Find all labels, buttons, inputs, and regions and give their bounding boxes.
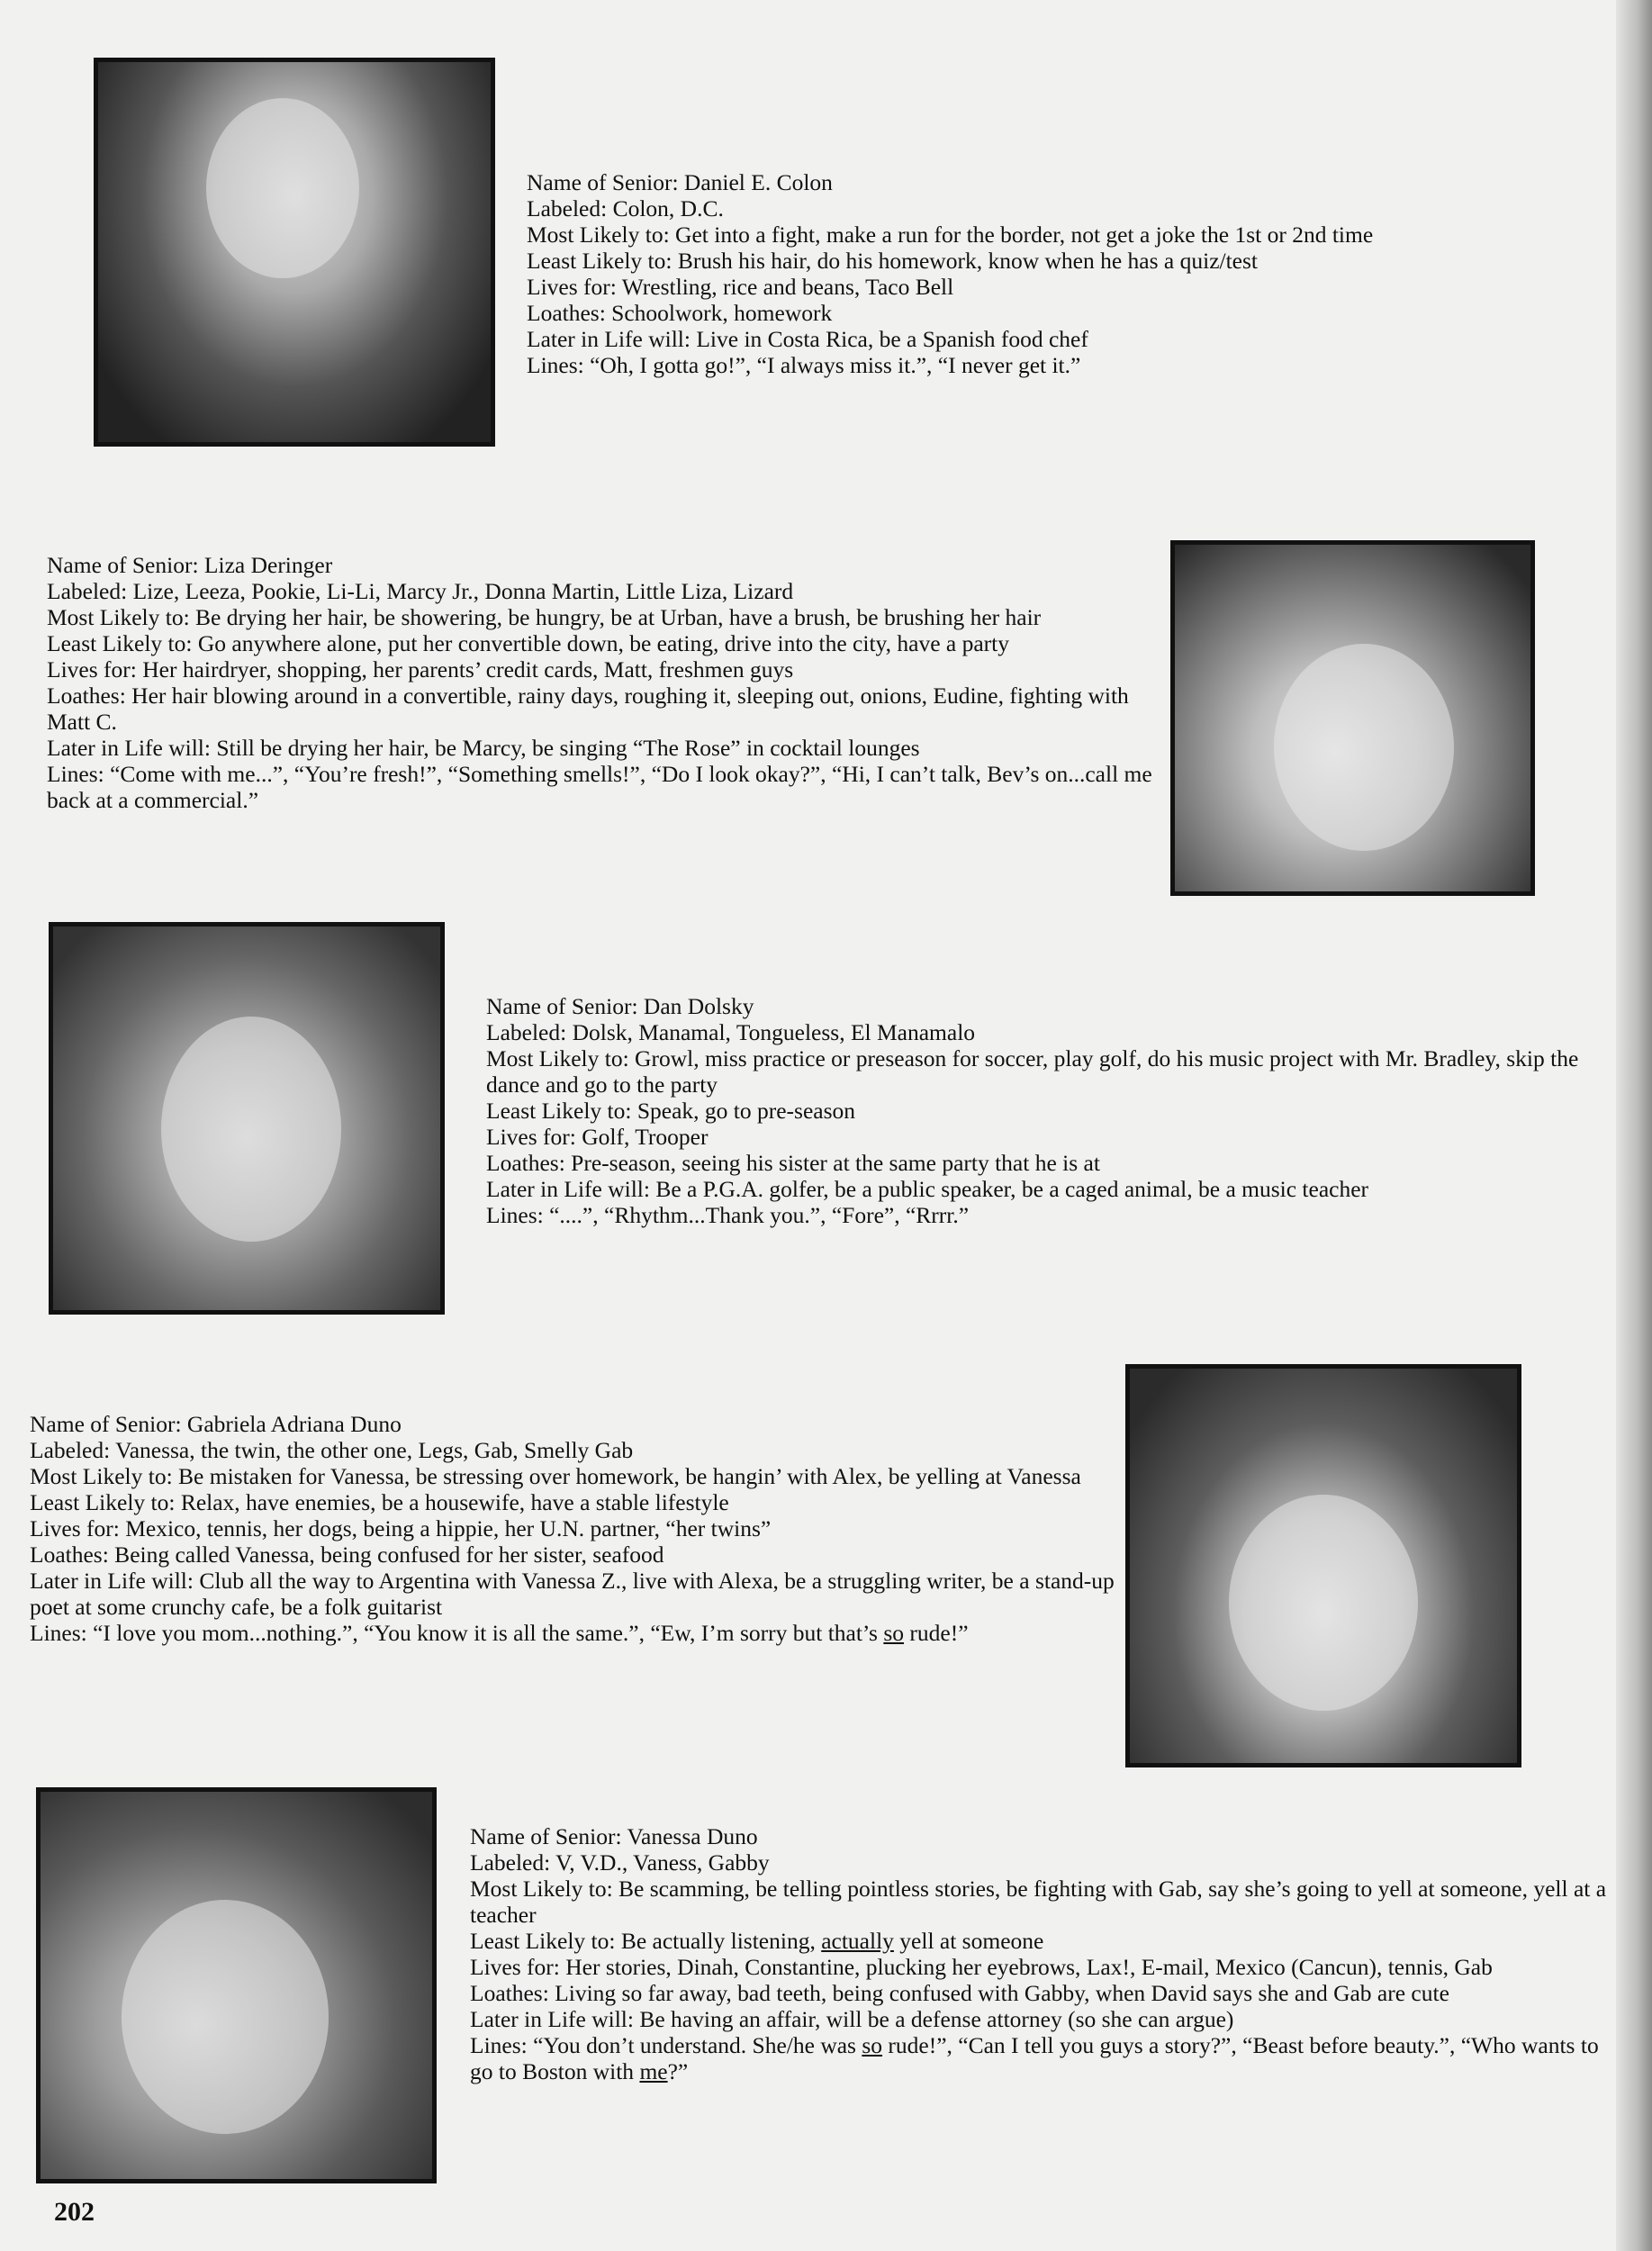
- underlined-word: actually: [821, 1928, 894, 1954]
- lines-text-end: rude!”: [904, 1620, 969, 1646]
- lines: [30, 1620, 1124, 1646]
- later-in-life: Later in Life will: Be having an affair, will be a defense attorney (so she can argue): [470, 2006, 1234, 2032]
- loathes: Loathes: Pre-season, seeing his sister at the same party that he is at: [486, 1150, 1100, 1176]
- senior-name: Name of Senior: Dan Dolsky: [486, 993, 754, 1019]
- least-likely: Least Likely to: Brush his hair, do his homework, know when he has a quiz/test: [527, 248, 1259, 274]
- senior-entry-colon: [527, 169, 1562, 378]
- baby-photo-colon: [94, 58, 495, 447]
- loathes: Loathes: Living so far away, bad teeth, being confused with Gabby, when David says she and Gab are cute: [470, 1980, 1449, 2006]
- later-in-life: Later in Life will: Live in Costa Rica, be a Spanish food chef: [527, 326, 1088, 352]
- lives-for: Lives for: Golf, Trooper: [486, 1124, 709, 1150]
- loathes: Loathes: Schoolwork, homework: [527, 300, 833, 326]
- later-in-life: Later in Life will: Still be drying her hair, be Marcy, be singing “The Rose” in cocktail lounges: [47, 735, 920, 761]
- senior-entry-deringer: [47, 552, 1163, 813]
- baby-face: [122, 1900, 329, 2134]
- baby-face: [161, 1017, 341, 1242]
- lines: [470, 2032, 1613, 2084]
- page-edge-shadow: [1616, 0, 1652, 2251]
- labeled: Labeled: Vanessa, the twin, the other one, Legs, Gab, Smelly Gab: [30, 1437, 634, 1463]
- lives-for: Lives for: Wrestling, rice and beans, Taco Bell: [527, 274, 954, 300]
- page-number: 202: [54, 2197, 95, 2227]
- labeled: Labeled: Dolsk, Manamal, Tongueless, El Manamalo: [486, 1019, 976, 1045]
- baby-photo-g-duno: [1125, 1364, 1521, 1767]
- lines-text-end: ?”: [667, 2058, 689, 2084]
- most-likely: Most Likely to: Be mistaken for Vanessa, be stressing over homework, be hangin’ with Alex, be yelling at Vanessa: [30, 1463, 1081, 1489]
- lines: Lines: “....”, “Rhythm...Thank you.”, “Fore”, “Rrrr.”: [486, 1202, 970, 1228]
- senior-name: Name of Senior: Vanessa Duno: [470, 1823, 758, 1849]
- baby-face: [1274, 644, 1454, 851]
- least-likely: [470, 1928, 1613, 1954]
- lines-text: Lines: “You don’t understand. She/he was: [470, 2032, 862, 2058]
- labeled: Labeled: Colon, D.C.: [527, 195, 724, 221]
- most-likely: Most Likely to: Be drying her hair, be showering, be hungry, be at Urban, have a brush, be brushing her hair: [47, 604, 1042, 630]
- most-likely: Most Likely to: Be scamming, be telling pointless stories, be fighting with Gab, say she’s going to yell at someone, yell at a teacher: [470, 1876, 1607, 1928]
- least-likely: Least Likely to: Relax, have enemies, be a housewife, have a stable lifestyle: [30, 1489, 729, 1515]
- baby-face: [206, 98, 359, 278]
- lives-for: Lives for: Mexico, tennis, her dogs, being a hippie, her U.N. partner, “her twins”: [30, 1515, 772, 1541]
- least-likely: Least Likely to: Go anywhere alone, put her convertible down, be eating, drive into the city, have a party: [47, 630, 1009, 656]
- loathes: Loathes: Her hair blowing around in a convertible, rainy days, roughing it, sleeping out, onions, Eudine, fighting with Matt C.: [47, 683, 1129, 735]
- most-likely: Most Likely to: Get into a fight, make a run for the border, not get a joke the 1st or 2nd time: [527, 221, 1374, 248]
- senior-entry-v-duno: [470, 1823, 1613, 2084]
- least-text-end: yell at someone: [893, 1928, 1044, 1954]
- lines-text: Lines: “I love you mom...nothing.”, “You know it is all the same.”, “Ew, I’m sorry but that’s: [30, 1620, 884, 1646]
- underlined-word: so: [883, 1620, 905, 1646]
- lives-for: Lives for: Her hairdryer, shopping, her parents’ credit cards, Matt, freshmen guys: [47, 656, 794, 683]
- loathes: Loathes: Being called Vanessa, being confused for her sister, seafood: [30, 1541, 664, 1568]
- lines: Lines: “Come with me...”, “You’re fresh!”, “Something smells!”, “Do I look okay?”, “Hi, I can’t talk, Bev’s on...call me back at a commercial.”: [47, 761, 1152, 813]
- baby-photo-dolsky: [49, 922, 445, 1315]
- least-text: Least Likely to: Be actually listening,: [470, 1928, 822, 1954]
- labeled: Labeled: Lize, Leeza, Pookie, Li-Li, Marcy Jr., Donna Martin, Little Liza, Lizard: [47, 578, 794, 604]
- lines: Lines: “Oh, I gotta go!”, “I always miss it.”, “I never get it.”: [527, 352, 1081, 378]
- underlined-word: so: [862, 2032, 883, 2058]
- underlined-word: me: [639, 2058, 668, 2084]
- later-in-life: Later in Life will: Be a P.G.A. golfer, be a public speaker, be a caged animal, be a music teacher: [486, 1176, 1369, 1202]
- senior-entry-g-duno: [30, 1411, 1124, 1646]
- baby-face: [1229, 1495, 1418, 1711]
- lines-text-mid: rude!”, “Can I tell you guys a story?”, “Beast before beauty.”, “Who wants to go to Boston with: [470, 2032, 1599, 2084]
- most-likely: Most Likely to: Growl, miss practice or preseason for soccer, play golf, do his music project with Mr. Bradley, skip the dance and go to the party: [486, 1045, 1579, 1098]
- least-likely: Least Likely to: Speak, go to pre-season: [486, 1098, 856, 1124]
- lives-for: Lives for: Her stories, Dinah, Constantine, plucking her eyebrows, Lax!, E-mail, Mexico (Cancun), tennis, Gab: [470, 1954, 1493, 1980]
- baby-photo-v-duno: [36, 1787, 437, 2183]
- senior-name: Name of Senior: Daniel E. Colon: [527, 169, 833, 195]
- senior-name: Name of Senior: Liza Deringer: [47, 552, 333, 578]
- labeled: Labeled: V, V.D., Vaness, Gabby: [470, 1849, 770, 1876]
- senior-name: Name of Senior: Gabriela Adriana Duno: [30, 1411, 402, 1437]
- later-in-life: Later in Life will: Club all the way to Argentina with Vanessa Z., live with Alexa, be a struggling writer, be a stand-up poet at some crunchy cafe, be a folk guitarist: [30, 1568, 1115, 1620]
- baby-photo-deringer: [1170, 540, 1535, 896]
- senior-entry-dolsky: [486, 993, 1607, 1228]
